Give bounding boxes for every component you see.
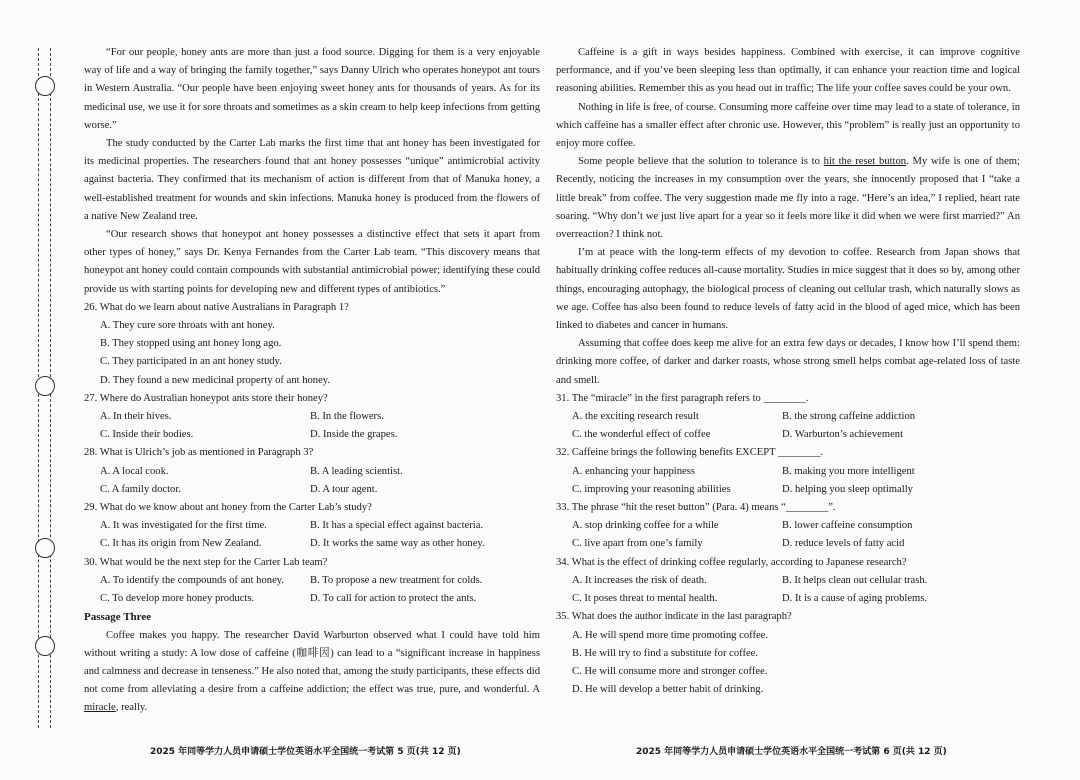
paragraph: Nothing in life is free, of course. Consuming more caffeine over time may lead to a state of tolerance, in which caffeine has a smaller effect after chronic use. However, this “problem” is really just an opportunity to enjoy more coffee. [556, 101, 1020, 150]
option-row [84, 590, 540, 608]
page-6-footer: 2025 年同等学力人员申请硕士学位英语水平全国统一考试第 6 页(共 12 页) [636, 747, 947, 757]
option: D. He will develop a better habit of drinking. [572, 684, 764, 696]
option-row [556, 463, 1020, 481]
option: C. A family doctor. [100, 483, 181, 495]
option-row [556, 572, 1020, 590]
question-33: 33. The phrase “hit the reset button” (Para. 4) means “________”. [556, 502, 836, 514]
option: B. lower caffeine consumption [782, 520, 913, 532]
option: A. enhancing your happiness [572, 465, 695, 477]
option: B. In the flowers. [310, 411, 384, 423]
option-row [84, 463, 540, 481]
page-5-column [84, 44, 540, 718]
option: A. It was investigated for the first time. [100, 520, 267, 532]
option: B. It helps clean out cellular trash. [782, 574, 928, 586]
option-row [84, 408, 540, 426]
option: B. the strong caffeine addiction [782, 411, 916, 423]
paragraph-text: , really. [115, 702, 148, 714]
option: D. It works the same way as other honey. [310, 538, 485, 550]
option: B. It has a special effect against bacteria. [310, 520, 484, 532]
option: C. It poses threat to mental health. [572, 593, 718, 605]
question-34: 34. What is the effect of drinking coffee regularly, according to Japanese research? [556, 556, 907, 568]
option: D. They found a new medicinal property of ant honey. [100, 374, 331, 386]
option-row [556, 590, 1020, 608]
paragraph: Assuming that coffee does keep me alive for an extra few days or decades, I know how I’ll spend them: drinking more coffee, of darker and darker roasts, whose strong smell helps combat age-related loss of taste and smell. [556, 338, 1020, 386]
paragraph: The study conducted by the Carter Lab marks the first time that ant honey has been investigated for its medicinal properties. The researchers found that ant honey possesses “unique” antimicrobial activity against bacteria. They confirmed that its mechanism of action is different from that of Manuka honey, a well-established treatment for wounds and skin infections. Manuka honey is produced from the flowers of a native New Zealand tree. [84, 138, 540, 222]
option: C. They participated in an ant honey study. [100, 356, 282, 368]
underlined-phrase-reset-button: hit the reset button [823, 156, 907, 168]
option: D. A tour agent. [310, 483, 378, 495]
option: B. He will try to find a substitute for coffee. [572, 647, 759, 659]
paragraph: I’m at peace with the long-term effects of my devotion to coffee. Research from Japan shows that habitually drinking coffee reduces all-cause mortality. Studies in mice suggest that it does so by, among other things, encouraging autophagy, the biological process of cleaning out cellular trash, which naturally slows as we age. Coffee has also been found to reduce levels of fatty acid in the blood of aged mice, which has been linked to diabetes and cancer in humans. [556, 247, 1020, 332]
option: C. live apart from one’s family [572, 538, 703, 550]
option: A. stop drinking coffee for a while [572, 520, 719, 532]
option-row [84, 572, 540, 590]
paragraph: Caffeine is a gift in ways besides happiness. Combined with exercise, it can improve cognitive performance, and if you’ve been sleeping less than optimally, it can enhance your reaction time and logical reasoning abilities. Remember this as you head out in traffic; The life your coffee saves could be your own. [556, 47, 1020, 95]
option: A. To identify the compounds of ant honey. [100, 574, 285, 586]
option: A. He will spend more time promoting coffee. [572, 629, 769, 641]
option: D. Warburton’s achievement [782, 429, 904, 441]
option: B. They stopped using ant honey long ago. [100, 338, 282, 350]
page-5-footer: 2025 年同等学力人员申请硕士学位英语水平全国统一考试第 5 页(共 12 页) [150, 747, 461, 757]
question-26: 26. What do we learn about native Australians in Paragraph 1? [84, 301, 349, 313]
binding-hole [35, 376, 55, 396]
option: A. It increases the risk of death. [572, 574, 707, 586]
binding-margin [34, 48, 56, 728]
underlined-word-miracle: miracle [84, 702, 116, 714]
option: C. improving your reasoning abilities [572, 483, 731, 495]
paragraph: “Our research shows that honeypot ant honey possesses a distinctive effect that sets it apart from other types of honey,” says Dr. Kenya Fernandes from the Carter Lab team. “This discovery means that honeypot ant honey could contain compounds with substantial antimicrobial power; identifying these could provide us with starting points for developing new and different types of antibiotics.” [84, 229, 540, 295]
paragraph-text: . My wife is one of them; Recently, noticing the increases in my consumption over the years, she innocently proposed that I “take a little break” from coffee. The very suggestion made me fly into a rage. “Here’s an idea,” I replied, heart rate soaring. “Why don’t we just live apart for a year so it feels more like it did when we were first married?” An overreaction? I think not. [556, 156, 1020, 241]
question-30: 30. What would be the next step for the Carter Lab team? [84, 556, 328, 568]
option-row [556, 535, 1020, 553]
paragraph-text: Coffee makes you happy. The researcher David Warburton observed what I could have told him without writing a study: A low dose of caffeine (咖啡因) can lead to a “significant increase in happiness and calmness and decrease in tenseness.” He also noted that, among the study participants, these effects did not come from alleviating a desire from a caffeine addiction; the effect was true, pure, and wonderful. A [84, 629, 540, 696]
option: A. A local cook. [100, 465, 169, 477]
option-row [84, 535, 540, 553]
question-31: 31. The “miracle” in the first paragraph refers to ________. [556, 392, 809, 404]
option: B. making you more intelligent [782, 465, 915, 477]
option-row [84, 517, 540, 535]
option: A. the exciting research result [572, 411, 699, 423]
option-row [84, 426, 540, 444]
question-28: 28. What is Ulrich’s job as mentioned in Paragraph 3? [84, 447, 314, 459]
question-32: 32. Caffeine brings the following benefits EXCEPT ________. [556, 447, 824, 459]
paragraph: “For our people, honey ants are more than just a food source. Digging for them is a very enjoyable way of life and a way of bringing the family together,” says Danny Ulrich who operates honeypot ant tours in Western Australia. “Our people have been enjoying sweet honey ants for thousands of years. As for its medicinal use, we use it for sore throats and sometimes as a skin cream to help keep infections from getting worse.” [84, 47, 540, 131]
option-row [556, 408, 1020, 426]
option: C. To develop more honey products. [100, 593, 255, 605]
paragraph-text: Some people believe that the solution to tolerance is to [578, 156, 824, 168]
option: C. Inside their bodies. [100, 429, 194, 441]
option-row [556, 517, 1020, 535]
question-29: 29. What do we know about ant honey from the Carter Lab’s study? [84, 502, 372, 514]
option: C. He will consume more and stronger coffee. [572, 665, 768, 677]
option: A. In their hives. [100, 411, 172, 423]
option: B. To propose a new treatment for colds. [310, 574, 483, 586]
passage-title: Passage Three [84, 611, 152, 624]
option: D. reduce levels of fatty acid [782, 538, 905, 550]
option: D. It is a cause of aging problems. [782, 593, 928, 605]
option: D. To call for action to protect the ants. [310, 593, 477, 605]
option-row [556, 426, 1020, 444]
option-row [84, 481, 540, 499]
option: D. helping you sleep optimally [782, 483, 913, 495]
option: C. It has its origin from New Zealand. [100, 538, 262, 550]
question-35: 35. What does the author indicate in the last paragraph? [556, 611, 792, 623]
option: D. Inside the grapes. [310, 429, 398, 441]
binding-hole [35, 538, 55, 558]
binding-hole [35, 636, 55, 656]
option-row [556, 481, 1020, 499]
paragraph [556, 153, 1020, 244]
option: B. A leading scientist. [310, 465, 403, 477]
option: A. They cure sore throats with ant honey. [100, 320, 275, 332]
binding-hole [35, 76, 55, 96]
paragraph [84, 627, 540, 718]
option: C. the wonderful effect of coffee [572, 429, 711, 441]
page-6-column [556, 44, 1020, 699]
question-27: 27. Where do Australian honeypot ants store their honey? [84, 392, 328, 404]
